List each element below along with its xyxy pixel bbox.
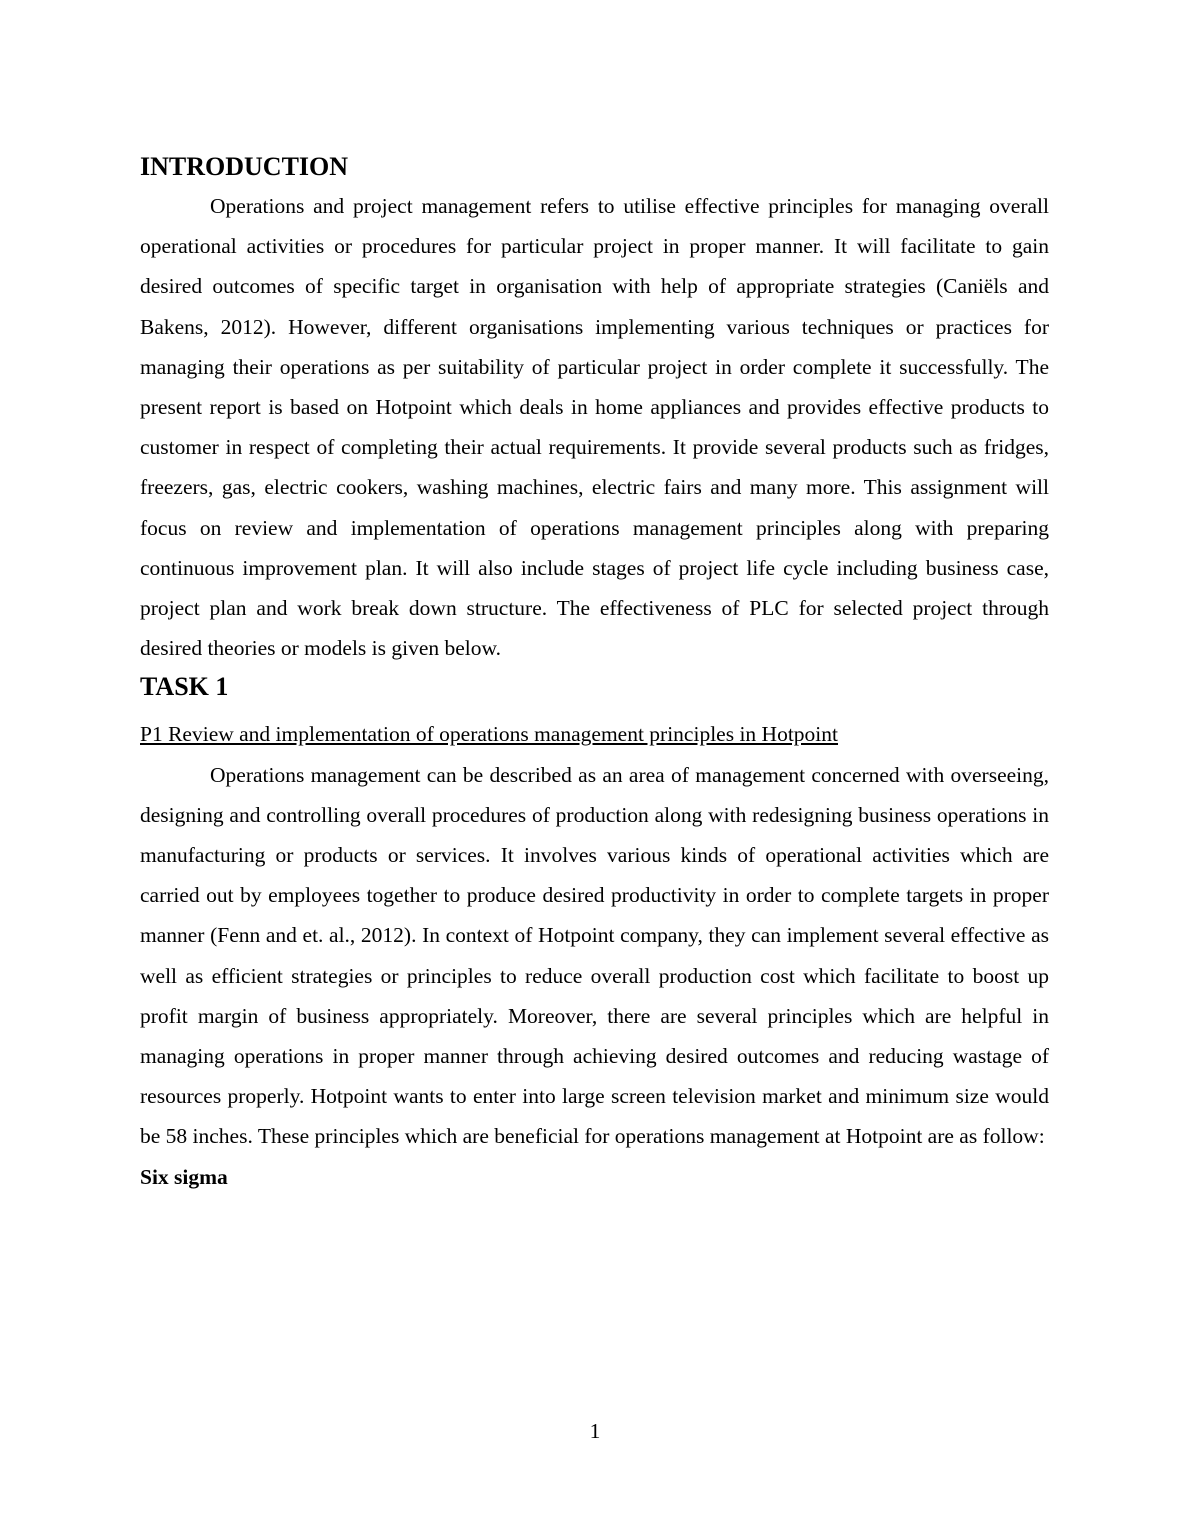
page-number: 1	[589, 1419, 601, 1443]
task1-heading: TASK 1	[140, 672, 229, 702]
introduction-paragraph: Operations and project management refers to utilise effective principles for managing overall operational activities or procedures for particular project in proper manner. It will facilitate to gain desired outcomes of specific target in organisation with help of appropriate strategies (Caniëls and Bakens, 2012). However, different organisations implementing various techniques or practices for managing their operations as per suitability of particular project in order complete it successfully. The present report is based on Hotpoint which deals in home appliances and provides effective products to customer in respect of completing their actual requirements. It provide several products such as fridges, freezers, gas, electric cookers, washing machines, electric fairs and many more. This assignment will focus on review and implementation of operations management principles along with preparing continuous improvement plan. It will also include stages of project life cycle including business case, project plan and work break down structure. The effectiveness of PLC for selected project through desired theories or models is given below.	[140, 194, 1049, 661]
six-sigma-heading: Six sigma	[140, 1164, 228, 1189]
task1-subheading: P1 Review and implementation of operations management principles in Hotpoint	[140, 722, 839, 747]
page-content	[140, 148, 1049, 1197]
task1-paragraph: Operations management can be described as an area of management concerned with overseeing, designing and controlling overall procedures of production along with redesigning business operations in manufacturing or products or services. It involves various kinds of operational activities which are carried out by employees together to produce desired productivity in order to complete targets in proper manner (Fenn and et. al., 2012). In context of Hotpoint company, they can implement several effective as well as efficient strategies or principles to reduce overall production cost which facilitate to boost up profit margin of business appropriately. Moreover, there are several principles which are helpful in managing operations in proper manner through achieving desired outcomes and reducing wastage of resources properly. Hotpoint wants to enter into large screen television market and minimum size would be 58 inches. These principles which are beneficial for operations management at Hotpoint are as follow:	[140, 762, 1049, 1149]
introduction-heading: INTRODUCTION	[140, 152, 349, 181]
